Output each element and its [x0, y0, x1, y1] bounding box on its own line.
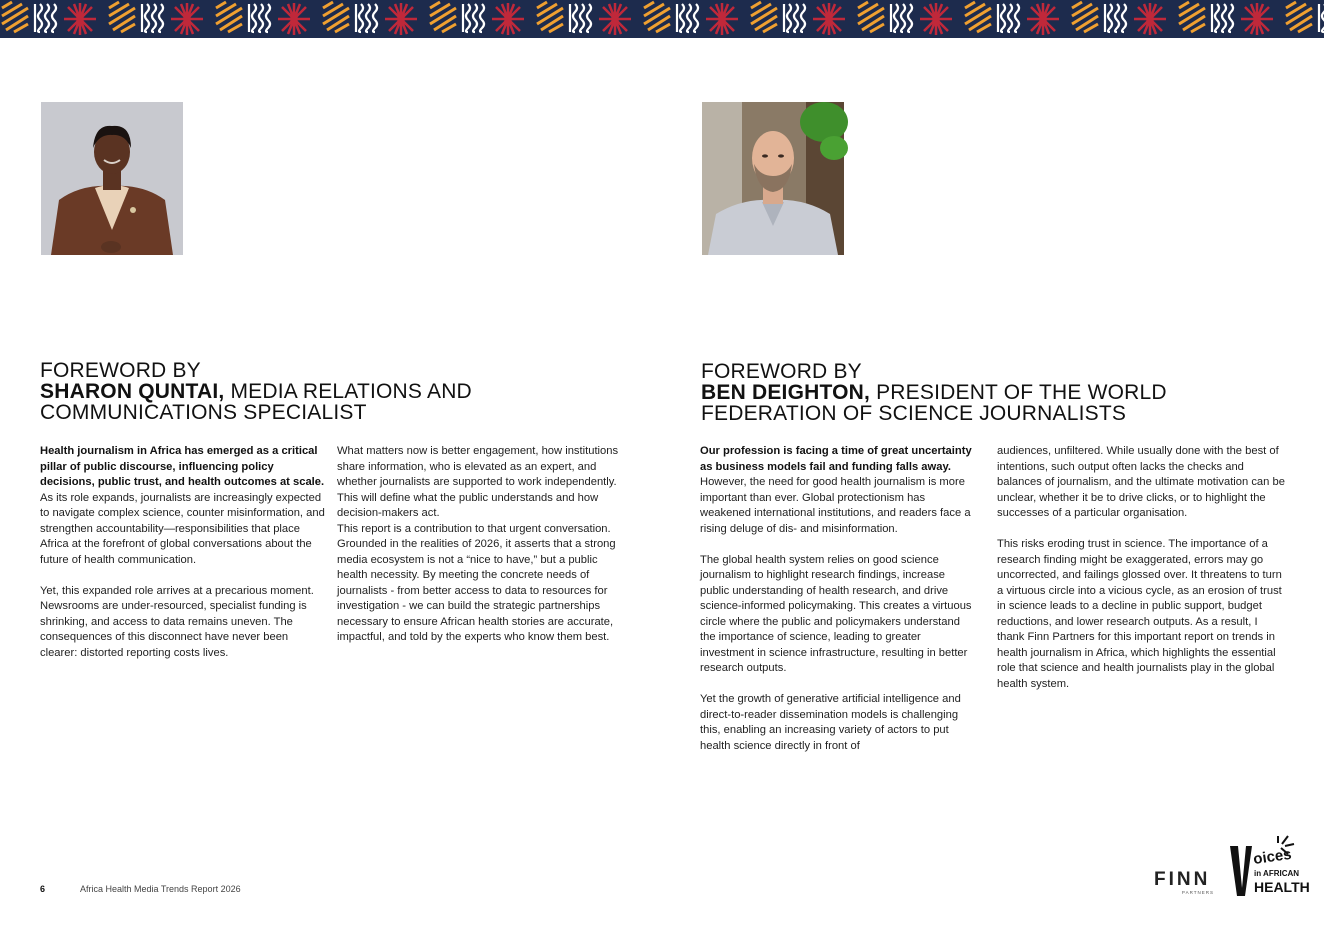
right-heading-prefix: FOREWORD BY [701, 360, 862, 383]
left-col1-paragraph-2: Yet, this expanded role arrives at a precarious moment. Newsrooms are under-resourced, specialist funding is shrinking, and access to data remains uneven. The consequences of this disconnect have never been clearer: distorted reporting costs lives. [40, 584, 314, 659]
right-col2-paragraph-2: This risks eroding trust in science. The importance of a research finding might be exaggerated, errors may go uncorrected, and failings glossed over. It threatens to turn a virtuous circle into a vicious cycle, as an erosion of trust in science leads to a decline in public support, budget reductions, and lower research outputs. As a result, I thank Finn Partners for this important report on trends in health journalism in Africa, which highlights the essential role that science and health journalists play in the global health system. [997, 538, 1282, 690]
right-foreword-heading [701, 361, 1201, 424]
finn-logo-word: FINN [1154, 869, 1211, 890]
page-number: 6 [40, 884, 46, 894]
right-author-name: BEN DEIGHTON, [701, 381, 871, 404]
report-title: Africa Health Media Trends Report 2026 [80, 884, 241, 894]
voices-logo-line2: in AFRICAN [1254, 869, 1300, 878]
left-column-2 [337, 444, 621, 646]
voices-logo-line3: HEALTH [1254, 879, 1310, 895]
voices-in-african-health-logo [1228, 834, 1310, 898]
left-col1-paragraph-1 [40, 444, 328, 568]
right-col1-paragraph-1 [700, 444, 976, 537]
right-col1-body: However, the need for good health journalism is more important than ever. Global protectionism has weakened international institutions, and readers face a rising deluge of dis- and misinformation. [700, 476, 971, 535]
left-col1-lead: Health journalism in Africa has emerged as a critical pillar of public discourse, influencing policy decisions, public trust, and health outcomes at scale. [40, 445, 325, 488]
right-author-role: PRESIDENT OF THE WORLD FEDERATION OF SCIENCE JOURNALISTS [701, 381, 1167, 425]
right-column-1 [700, 444, 976, 754]
left-col2-paragraph-2: This report is a contribution to that urgent conversation. Grounded in the realities of 2026, it asserts that a strong media ecosystem is not a “nice to have,” but a public health necessity. By meeting the concrete needs of journalists - from better access to data to resources for investigation - we can build the strategic partnerships necessary to ensure African health stories are accurate, impactful, and told by the experts who know them best. [337, 522, 616, 643]
left-author-role: MEDIA RELATIONS AND COMMUNICATIONS SPECIALIST [40, 380, 472, 424]
left-author-name: SHARON QUNTAI, [40, 380, 225, 403]
left-column-1 [40, 444, 328, 661]
left-heading-prefix: FOREWORD BY [40, 359, 201, 382]
finn-logo-sub: PARTNERS [1181, 890, 1214, 895]
right-col2-paragraph-1: audiences, unfiltered. While usually done with the best of intentions, such output often lacks the checks and balances of journalism, and the ultimate motivation can be unclear, whether it be to drive clicks, or to highlight the successes of a particular organisation. [997, 445, 1285, 519]
left-col1-body: As its role expands, journalists are increasingly expected to navigate complex science, counter misinformation, and strengthen accountability—responsibilities that place Africa at the forefront of global conversations about the future of health communication. [40, 491, 325, 566]
ben-deighton-photo [702, 102, 844, 255]
voices-logo-line1: oices [1252, 845, 1293, 868]
finn-partners-logo [1154, 870, 1220, 898]
right-col1-paragraph-2: The global health system relies on good science journalism to highlight research findings, increase public understanding of health research, and drive science-informed policymaking. This creates a virtuous circle where the public and policymakers understand the importance of science, leading to greater investment in science infrastructure, resulting in better research outputs. [700, 553, 972, 674]
right-col1-paragraph-3: Yet the growth of generative artificial intelligence and direct-to-reader dissemination models is challenging this, enabling an increasing variety of actors to put health science directly in front of [700, 693, 961, 752]
sharon-quntai-photo [41, 102, 183, 255]
left-foreword-heading [40, 360, 520, 423]
right-col1-lead: Our profession is facing a time of great uncertainty as business models fail and funding falls away. [700, 445, 972, 473]
right-column-2 [997, 444, 1285, 692]
left-col2-paragraph-1: What matters now is better engagement, how institutions share information, who is elevated as an expert, and whether journalists are supported to work independently. This will define what the public understands and how decision-makers act. [337, 445, 619, 519]
decorative-pattern-banner [0, 0, 1324, 38]
